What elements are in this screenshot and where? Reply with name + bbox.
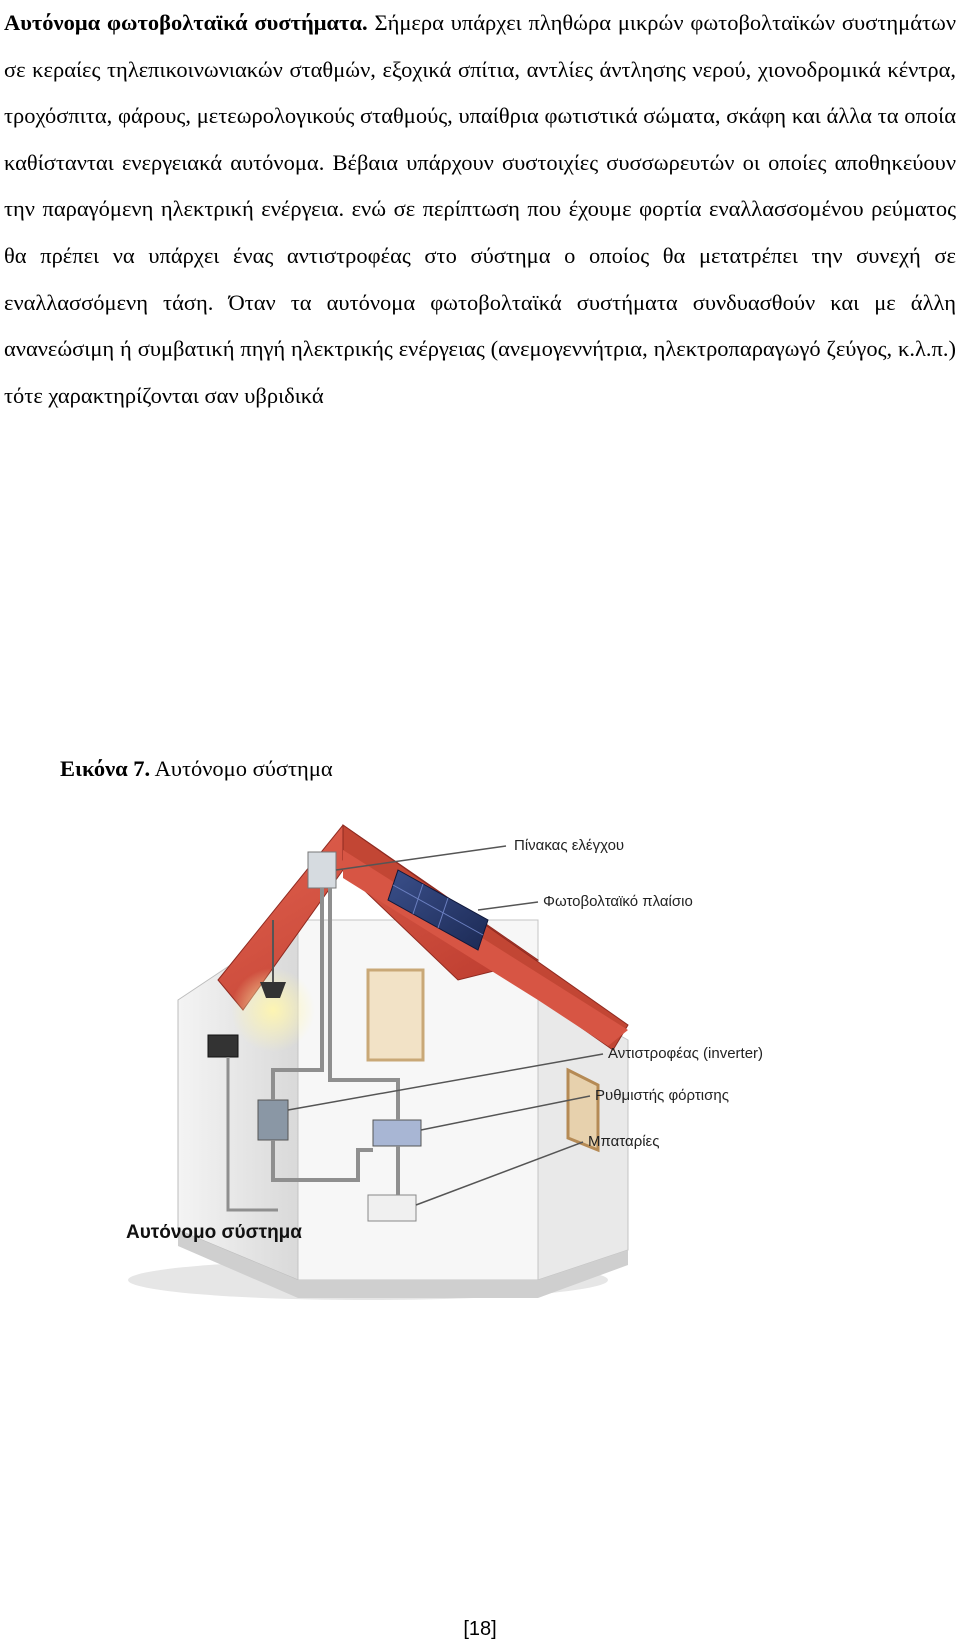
label-pv-panel: Φωτοβολταϊκό πλαίσιο: [543, 893, 693, 910]
label-charge-controller: Ρυθμιστής φόρτισης: [595, 1087, 729, 1104]
figure-caption-label: Εικόνα 7.: [60, 756, 151, 781]
page-number: [18]: [463, 1618, 497, 1640]
interior-door: [368, 970, 423, 1060]
label-batteries: Μπαταρίες: [588, 1133, 660, 1150]
house-illustration: [68, 810, 878, 1330]
figure-title: Αυτόνομο σύστημα: [126, 1222, 302, 1243]
body-paragraph: [4, 0, 956, 419]
paragraph-text: Σήμερα υπάρχει πληθώρα μικρών φωτοβολταϊκών συστημάτων σε κεραίες τηλεπικοινωνιακών σταθμών, εξοχικά σπίτια, αντλίες άντλησης νερού, χιονοδρομικά κέντρα, τροχόσπιτα, φάρους, μετεωρολογικούς σταθμούς, υπαίθρια φωτιστικά σώματα, σκάφη και άλλα τα οποία καθίστανται ενεργειακά αυτόνομα. Βέβαια υπάρχουν συστοιχίες συσσωρευτών οι οποίες αποθηκεύουν την παραγόμενη ηλεκτρική ενέργεια. ενώ σε περίπτωση που έχουμε φορτία εναλλασσομένου ρεύματος θα πρέπει να υπάρχει ένας αντιστροφέας στο σύστημα ο οποίος θα μετατρέπει την συνεχή σε εναλλασσόμενη τάση. Όταν τα αυτόνομα φωτοβολταϊκά συστήματα συνδυασθούν και με άλλη ανανεώσιμη ή συμβατική πηγή ηλεκτρικής ενέργειας (ανεμογεννήτρια, ηλεκτροπαραγωγό ζεύγος, κ.λ.π.) τότε χαρακτηρίζονται σαν υβριδικά: [4, 10, 957, 408]
tv-icon: [208, 1035, 238, 1057]
autonomous-system-figure: [68, 810, 878, 1330]
label-inverter: Αντιστροφέας (inverter): [608, 1045, 764, 1062]
inverter-graphic: [258, 1100, 288, 1140]
section-heading-inline: Αυτόνομα φωτοβολταϊκά συστήματα.: [4, 10, 368, 35]
figure-caption-text: Αυτόνομο σύστημα: [154, 756, 333, 781]
charge-controller-graphic: [373, 1120, 421, 1146]
control-panel-graphic: [308, 852, 336, 888]
battery-graphic: [368, 1195, 416, 1221]
figure-caption: [60, 754, 333, 784]
label-control-panel: Πίνακας ελέγχου: [514, 837, 625, 854]
